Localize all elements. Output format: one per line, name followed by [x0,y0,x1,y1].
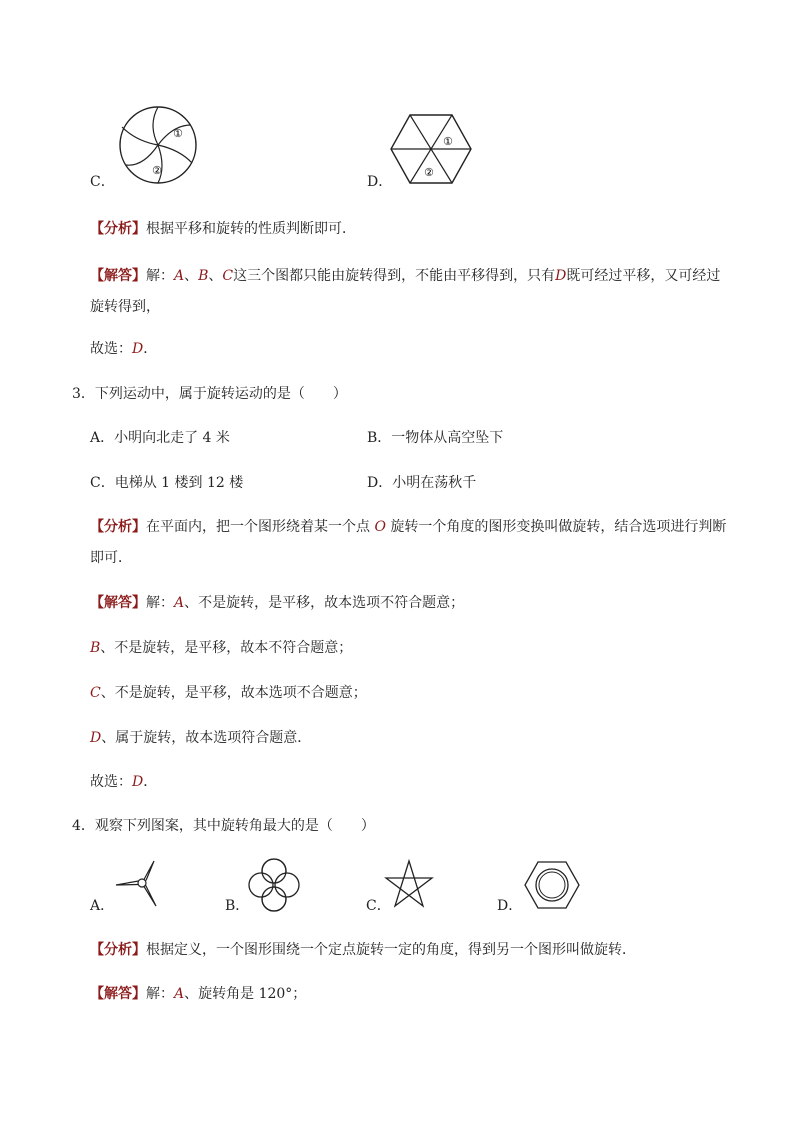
q3-answer-b: B、不是旋转，是平移，故本不符合题意； [90,640,353,656]
q2-analysis: 【分析】根据平移和旋转的性质判断即可． [90,221,356,237]
hexagon-figure [390,113,472,185]
option-c-label: C． [90,174,115,190]
q3-answer-a: 【解答】解：A、不是旋转，是平移，故本选项不符合题意； [90,595,465,611]
hex-mark-2: ② [424,166,434,179]
q2-answer-line1: 【解答】解：A、B、C这三个图都只能由旋转得到，不能由平移得到，只有D既可经过平移，又可经过 [90,268,721,284]
q4-option-c-label: C． [366,898,391,914]
q3-analysis-line1: 【分析】在平面内，把一个图形绕着某一个点 O 旋转一个角度的图形变换叫做旋转，结合选项进行判断 [90,519,727,535]
q3-stem: 3．下列运动中，属于旋转运动的是（ ） [72,386,347,402]
q4-answer-a: 【解答】解：A、旋转角是 120°； [90,986,307,1002]
option-d-label: D． [367,174,393,190]
q4-option-d-label: D． [497,898,523,914]
q4-stem: 4．观察下列图案，其中旋转角最大的是（ ） [72,818,375,834]
four-circle-flower-figure [248,858,300,912]
star-figure [385,860,433,908]
q3-answer-c: C、不是旋转，是平移，故本选项不合题意； [90,685,367,701]
hex-mark-1: ① [443,135,453,148]
q3-answer-d: D、属于旋转，故本选项符合题意． [90,730,312,746]
q2-answer-line2: 旋转得到， [90,299,160,315]
q3-option-c: C．电梯从 1 楼到 12 楼 [90,475,244,491]
q3-option-d: D．小明在荡秋千 [367,475,477,491]
q4-option-a-label: A． [90,898,115,914]
q2-choice: 故选：D． [90,341,158,357]
q3-analysis-line2: 即可． [90,550,132,566]
q4-analysis: 【分析】根据定义，一个图形围绕一个定点旋转一定的角度，得到另一个图形叫做旋转． [90,942,636,958]
q3-option-b: B．一物体从高空坠下 [367,430,504,446]
q3-option-a: A．小明向北走了 4 米 [90,430,230,446]
hexagon-circle-figure [524,861,580,909]
circle-pinwheel-figure [118,105,198,185]
circle-mark-1: ① [173,127,183,140]
q3-choice: 故选：D． [90,774,158,790]
circle-mark-2: ② [152,164,162,177]
q4-option-b-label: B． [225,898,250,914]
tri-blade-figure [112,858,162,908]
